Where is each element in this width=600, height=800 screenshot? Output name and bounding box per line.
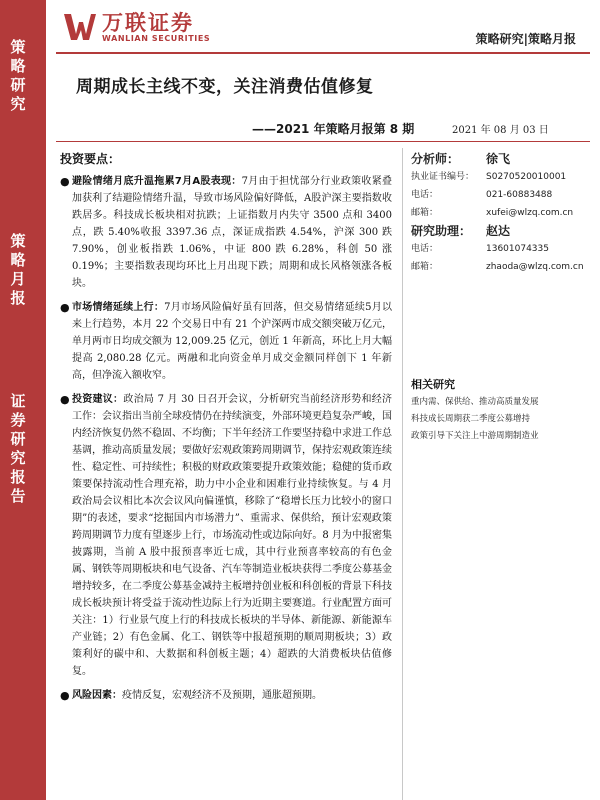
phone-number: 021-60883488	[486, 190, 553, 200]
related-research-link[interactable]: 政策引导下关注上中游周期制造业	[411, 431, 539, 441]
highlight-body: 7月市场风险偏好虽有回落，但交易情绪延续5月以来上行趋势，本月 22 个交易日中有 21 个沪深两市成交额突破万亿元，单月两市日均成交额为 12,009.25 亿元，创近 1 年新高，环比上月大幅提高 2,080.28 亿元。两融和北向资金单月成交金额同样创下 1 年新高，但净流入额收窄。	[72, 302, 392, 381]
report-subtitle: ——2021 年策略月报第 8 期	[252, 122, 415, 136]
wanlian-logo-icon	[62, 10, 96, 44]
highlight-head: 避险情绪月底升温拖累7月A股表现：	[72, 176, 242, 187]
email-label: 邮箱：	[411, 208, 439, 218]
header-divider	[56, 52, 590, 54]
license-number: S0270520010001	[486, 172, 567, 182]
highlight-body: 7月由于担忧部分行业政策收紧叠加获利了结避险情绪升温，导致市场风险偏好降低，A股沪深主要指数收跌居多。科技成长板块相对抗跌；上证指数月内失守 3500 点和 3400 点，跌 5.40%收报 3397.36 点，深证成指跌 4.54%，沪深 300 跌 7.90%，创业板指跌 1.06%，中证 800 跌 6.28%，科创 50 涨 0.19%；主要指数表现均环比上月出现下跌；周期和成长风格领涨各板块。	[72, 176, 392, 289]
highlight-item	[60, 687, 392, 704]
brand-name-en: WANLIAN SECURITIES	[102, 33, 211, 43]
left-sidebar	[0, 0, 46, 800]
highlights-heading: 投资要点：	[60, 152, 121, 166]
bullet-icon: ●	[60, 689, 70, 702]
phone-row	[411, 186, 593, 204]
bullet-icon: ●	[60, 175, 70, 188]
sidebar-text: 策略月报	[10, 232, 26, 307]
highlight-head: 市场情绪延续上行：	[72, 302, 165, 313]
assistant-email-row	[411, 258, 593, 276]
investment-highlights	[60, 150, 392, 711]
sidebar-label-strategy-monthly	[6, 232, 30, 308]
report-date: 2021 年 08 月 03 日	[452, 125, 549, 136]
assistant-name: 赵达	[486, 224, 511, 238]
bullet-icon: ●	[60, 301, 70, 314]
sidebar-text: 证券研究报告	[10, 392, 26, 505]
highlight-item	[60, 299, 392, 384]
highlight-item	[60, 391, 392, 680]
highlight-head: 风险因素：	[72, 690, 122, 701]
license-row	[411, 168, 593, 186]
column-divider	[402, 148, 403, 800]
related-research-title: 相关研究	[411, 378, 455, 391]
assistant-phone: 13601074335	[486, 244, 549, 254]
analyst-label: 分析师：	[411, 152, 460, 166]
report-category: 策略研究|策略月报	[475, 32, 576, 46]
brand-name-cn: 万联证券	[102, 10, 194, 35]
sidebar-label-research-report	[6, 392, 30, 506]
analyst-info	[411, 150, 593, 276]
phone-label: 电话：	[411, 190, 439, 200]
highlight-head: 投资建议：	[72, 394, 124, 405]
analyst-name: 徐飞	[486, 152, 511, 166]
sidebar-label-strategy-research	[6, 38, 30, 114]
related-research	[411, 376, 593, 445]
email-row	[411, 204, 593, 222]
assistant-phone-row	[411, 240, 593, 258]
assistant-email[interactable]: zhaoda@wlzq.com.cn	[486, 262, 584, 272]
report-title: 周期成长主线不变，关注消费估值修复	[76, 77, 374, 97]
highlight-item	[60, 173, 392, 292]
highlight-body: 疫情反复，宏观经济不及预期，通胀超预期。	[122, 690, 322, 701]
assistant-label: 研究助理：	[411, 224, 472, 238]
analyst-row	[411, 150, 593, 168]
assistant-row	[411, 222, 593, 240]
related-research-link[interactable]: 重内需、保供给、推动高质量发展	[411, 397, 539, 407]
highlight-body: 政治局 7 月 30 日召开会议，分析研究当前经济形势和经济工作：会议指出当前全球疫情仍在持续演变，外部环境更趋复杂严峻，国内经济恢复仍然不稳固、不均衡；下半年经济工作要坚持稳中求进工作总基调，推动高质量发展；要做好宏观政策跨周期调节，保持宏观政策连续性、稳定性、可持续性；积极的财政政策要提升政策效能；稳健的货币政策要保持流动性合理充裕，助力中小企业和困难行业持续恢复。与 4 月政治局会议相比本次会议风向偏谨慎，移除了“稳增长压力比较小的窗口期”的表述，要求“挖掘国内市场潜力”、重需求、保供给，预计宏观政策跨周期调节力度有望逐步上行，市场流动性或边际向好。8 月为中报密集披露期，当前 A 股中报预喜率近七成，其中行业预喜率较高的有色金属、钢铁等周期板块和电气设备、汽车等制造业板块获得二季度公募基金增持较多，在二季度公募基金减持主板增持创业板和科创板的背景下科技成长板块预计将受益于流动性边际上行为近期主要赛道。行业配置方面可关注：1）行业景气度上行的科技成长板块的半导体、新能源、新能源车产业链；2）有色金属、化工、钢铁等中报超预期的顺周期板块；3）政策利好的碳中和、大数据和科创板主题；4）超跌的大消费板块估值修复。	[72, 394, 392, 677]
bullet-icon: ●	[60, 393, 70, 406]
assistant-phone-label: 电话：	[411, 244, 439, 254]
title-divider	[56, 141, 590, 142]
brand-logo	[62, 10, 210, 44]
email-address[interactable]: xufei@wlzq.com.cn	[486, 208, 574, 218]
related-research-link[interactable]: 科技成长周期获二季度公募增持	[411, 414, 531, 424]
license-label: 执业证书编号：	[411, 172, 475, 182]
assistant-email-label: 邮箱：	[411, 262, 439, 272]
sidebar-text: 策略研究	[10, 38, 26, 113]
